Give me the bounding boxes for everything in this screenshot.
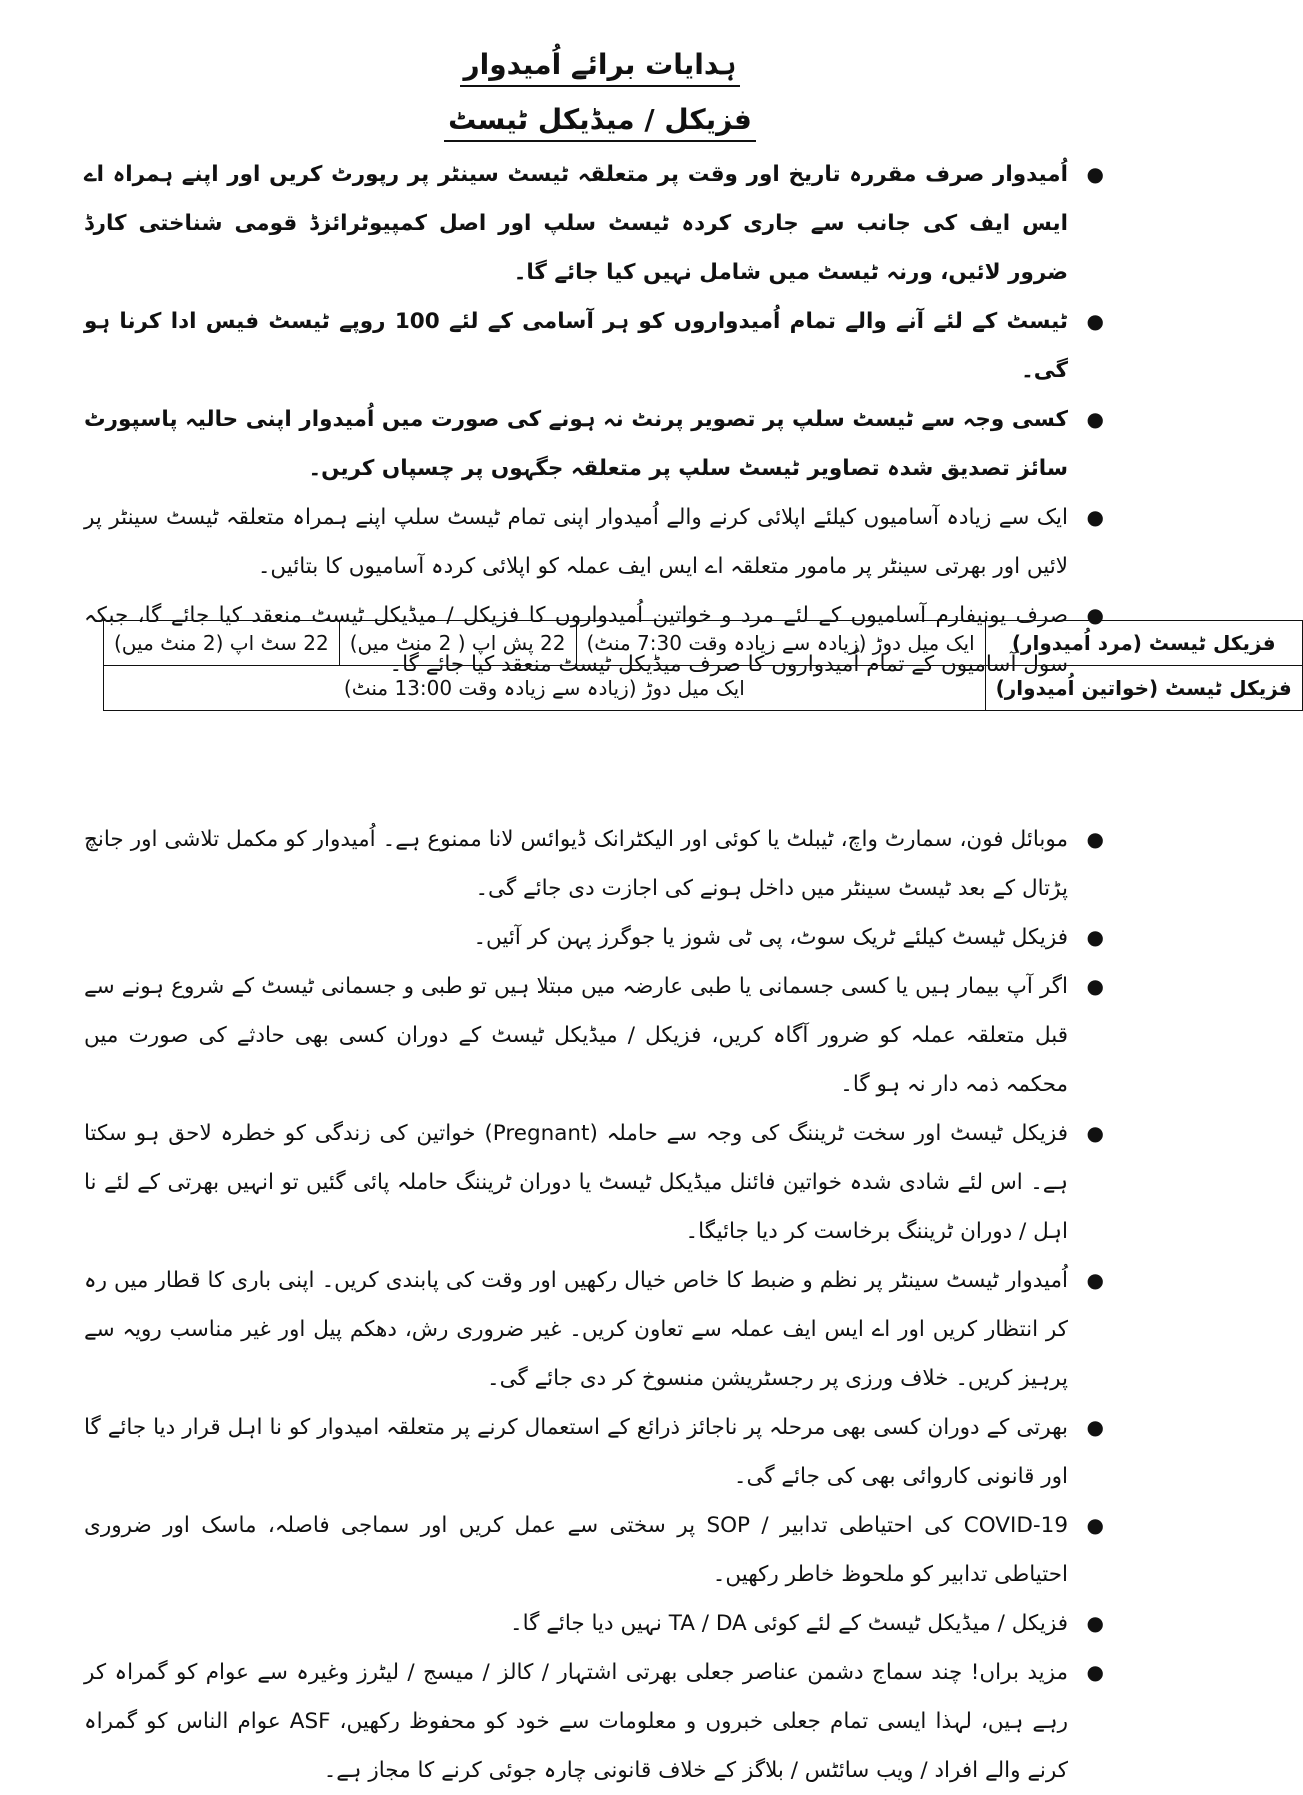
table-row-female (104, 666, 1303, 711)
bullet-icon: ● (1086, 1121, 1104, 1145)
bullet-icon: ● (1086, 162, 1104, 186)
title-block (0, 40, 1200, 150)
instruction-text: موبائل فون، سمارٹ واچ، ٹیبلٹ یا کوئی اور الیکٹرانک ڈیوائس لانا ممنوع ہے۔ اُمیدوار کو مکمل تلاشی اور جانچ پڑتال کے بعد ٹیسٹ سینٹر میں داخل ہونے کی اجازت دی جائے گی۔ (84, 827, 1068, 901)
instruction-text: مزید براں! چند سماج دشمن عناصر جعلی بھرتی اشتہار / کالز / میسج / لیٹرز وغیرہ سے عوام کو گمراہ کر رہے ہیں، لہذا ایسی تمام جعلی خبروں و معلومات سے خود کو محفوظ رکھیں، ASF عوام الناس کو گمراہ کرنے والے افراد / ویب سائٹس / بلاگز کے خلاف قانونی چارہ جوئی کرنے کا مجاز ہے۔ (84, 1660, 1068, 1783)
instruction-text: COVID-19 کی احتیاطی تدابیر / SOP پر سختی سے عمل کریں اور سماجی فاصلہ، ماسک اور ضروری احتیاطی تدابیر کو ملحوظ خاطر رکھیں۔ (84, 1513, 1068, 1587)
bullet-icon: ● (1086, 505, 1104, 529)
male-pushups-cell: 22 پش اپ ( 2 منٹ میں) (339, 621, 576, 666)
instruction-text: ٹیسٹ کے لئے آنے والے تمام اُمیدواروں کو ہر آسامی کے لئے 100 روپے ٹیسٹ فیس ادا کرنا ہو گی۔ (84, 309, 1068, 383)
bullet-icon: ● (1086, 1513, 1104, 1537)
bullet-icon: ● (1086, 1611, 1104, 1635)
female-test-label: فزیکل ٹیسٹ (خواتین اُمیدوار) (985, 666, 1302, 711)
bullet-icon: ● (1086, 1415, 1104, 1439)
bullet-icon: ● (1086, 1660, 1104, 1684)
instruction-text: ایک سے زیادہ آسامیوں کیلئے اپلائی کرنے والے اُمیدوار اپنی تمام ٹیسٹ سلپ اپنے ہمراہ متعلقہ ٹیسٹ سینٹر پر لائیں اور بھرتی سینٹر پر مامور متعلقہ اے ایس ایف عملہ کو اپلائی کردہ آسامیوں کا بتائیں۔ (84, 505, 1068, 579)
instruction-item (84, 1599, 1114, 1648)
male-test-label: فزیکل ٹیسٹ (مرد اُمیدوار) (985, 621, 1302, 666)
bullet-icon: ● (1086, 309, 1104, 333)
instructions-list (84, 150, 1114, 1795)
bullet-icon: ● (1086, 974, 1104, 998)
instruction-item (84, 1648, 1114, 1795)
bullet-icon: ● (1086, 407, 1104, 431)
table-row-male (104, 621, 1303, 666)
instruction-item (84, 1109, 1114, 1256)
instruction-text: فزیکل / میڈیکل ٹیسٹ کے لئے کوئی TA / DA نہیں دیا جائے گا۔ (510, 1611, 1068, 1636)
page-subtitle: فزیکل / میڈیکل ٹیسٹ (444, 103, 756, 142)
instruction-text: فزیکل ٹیسٹ اور سخت ٹریننگ کی وجہ سے حاملہ (Pregnant) خواتین کی زندگی کو خطرہ لاحق ہو سکتا ہے۔ اس لئے شادی شدہ خواتین فائنل میڈیکل ٹیسٹ یا دوران ٹریننگ حاملہ پائی گئیں تو انہیں بھرتی کے لئے نا اہل / دوران ٹریننگ برخاست کر دیا جائیگا۔ (84, 1121, 1068, 1244)
bullet-icon: ● (1086, 603, 1104, 627)
bullet-icon: ● (1086, 1268, 1104, 1292)
instruction-text: اگر آپ بیمار ہیں یا کسی جسمانی یا طبی عارضہ میں مبتلا ہیں تو طبی و جسمانی ٹیسٹ کے شروع ہونے سے قبل متعلقہ عملہ کو ضرور آگاہ کریں، فزیکل / میڈیکل ٹیسٹ کے دوران کسی بھی حادثے کی صورت میں محکمہ ذمہ دار نہ ہو گا۔ (84, 974, 1068, 1097)
instruction-item (84, 395, 1114, 493)
instruction-text: اُمیدوار ٹیسٹ سینٹر پر نظم و ضبط کا خاص خیال رکھیں اور وقت کی پابندی کریں۔ اپنی باری کا قطار میں رہ کر انتظار کریں اور اے ایس ایف عملہ سے تعاون کریں۔ غیر ضروری رش، دھکم پیل اور غیر مناسب رویہ سے پرہیز کریں۔ خلاف ورزی پر رجسٹریشن منسوخ کر دی جائے گی۔ (84, 1268, 1068, 1391)
instruction-text: اُمیدوار صرف مقررہ تاریخ اور وقت پر متعلقہ ٹیسٹ سینٹر پر رپورٹ کریں اور اپنے ہمراہ اے ایس ایف کی جانب سے جاری کردہ ٹیسٹ سلپ اور اصل کمپیوٹرائزڈ قومی شناختی کارڈ ضرور لائیں، ورنہ ٹیسٹ میں شامل نہیں کیا جائے گا۔ (84, 162, 1068, 285)
instruction-item (84, 297, 1114, 395)
instruction-item (84, 1403, 1114, 1501)
instruction-item (84, 1256, 1114, 1403)
instruction-item (84, 913, 1114, 962)
instruction-item (84, 1501, 1114, 1599)
instruction-text: کسی وجہ سے ٹیسٹ سلپ پر تصویر پرنٹ نہ ہونے کی صورت میں اُمیدوار اپنی حالیہ پاسپورٹ سائز تصدیق شدہ تصاویر ٹیسٹ سلپ پر متعلقہ جگہوں پر چسپاں کریں۔ (84, 407, 1068, 481)
instruction-item (84, 962, 1114, 1109)
instruction-item (84, 493, 1114, 591)
male-situps-cell: 22 سٹ اپ (2 منٹ میں) (104, 621, 340, 666)
bullet-icon: ● (1086, 827, 1104, 851)
instruction-item (84, 150, 1114, 297)
female-run-cell: ایک میل دوڑ (زیادہ سے زیادہ وقت 13:00 منٹ) (104, 666, 986, 711)
instruction-text: فزیکل ٹیسٹ کیلئے ٹریک سوٹ، پی ٹی شوز یا جوگرز پہن کر آئیں۔ (473, 925, 1068, 950)
bullet-icon: ● (1086, 925, 1104, 949)
instruction-text: بھرتی کے دوران کسی بھی مرحلہ پر ناجائز ذرائع کے استعمال کرنے پر متعلقہ امیدوار کو نا اہل قرار دیا جائے گا اور قانونی کاروائی بھی کی جائے گی۔ (84, 1415, 1068, 1489)
male-run-cell: ایک میل دوڑ (زیادہ سے زیادہ وقت 7:30 منٹ) (576, 621, 985, 666)
instruction-text: صرف یونیفارم آسامیوں کے لئے مرد و خواتین اُمیدواروں کا فزیکل / میڈیکل ٹیسٹ منعقد کیا جائے گا، جبکہ سول آسامیوں کے تمام اُمیدواروں کا صرف میڈیکل ٹیسٹ منعقد کیا جائے گا۔ (84, 603, 1068, 677)
physical-test-table (103, 620, 1303, 711)
instruction-item (84, 815, 1114, 913)
page-title: ہدایات برائے اُمیدوار (460, 48, 741, 87)
